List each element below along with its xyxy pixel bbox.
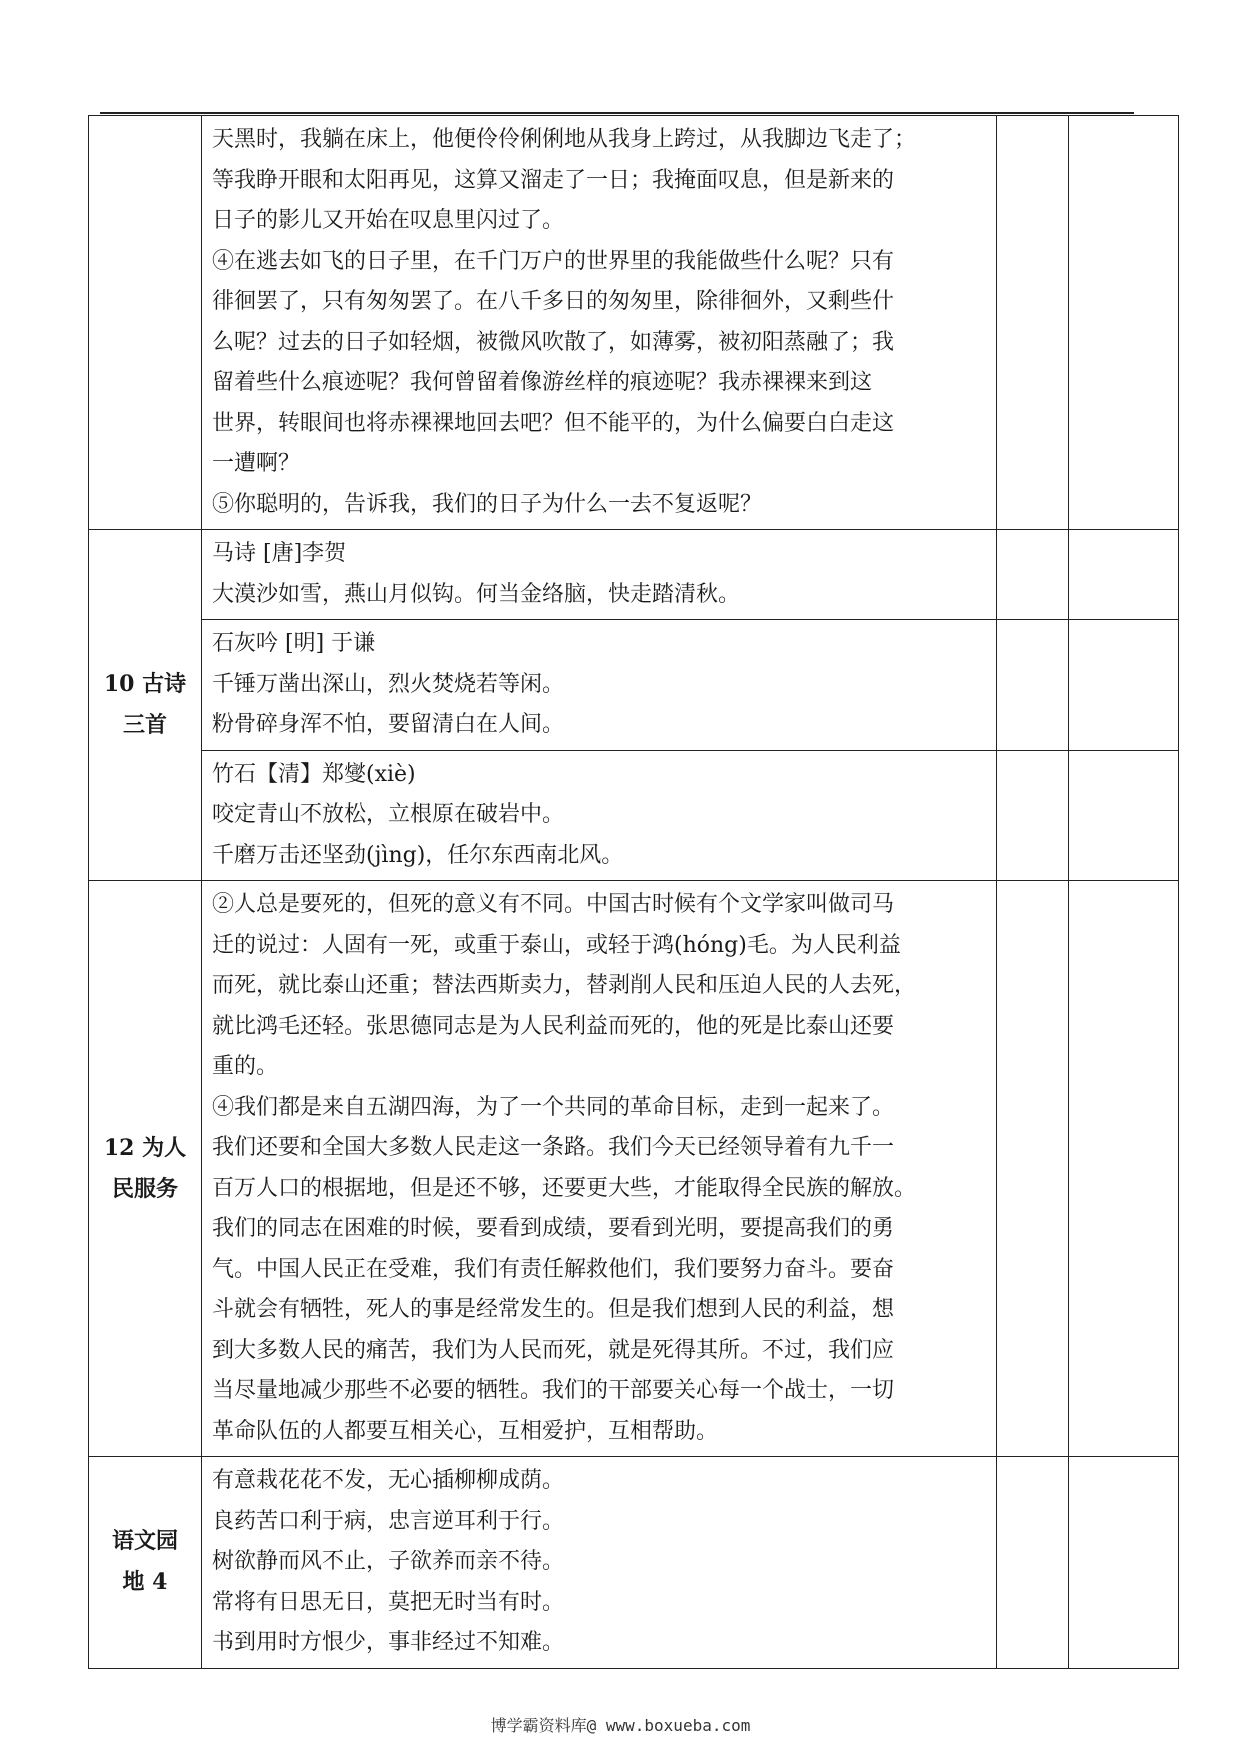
table-row xyxy=(89,1457,1179,1669)
passage-line: 天黑时，我躺在床上，他便伶伶俐俐地从我身上跨过，从我脚边飞走了； xyxy=(212,127,917,152)
passage-line: 有意栽花花不发，无心插柳柳成荫。 xyxy=(212,1468,565,1493)
passage-cell xyxy=(202,750,997,881)
check-cell-1 xyxy=(997,1457,1069,1669)
passage-line: 马诗 [唐]李贺 xyxy=(212,541,347,566)
footer-watermark: 博学霸资料库@ www.boxueba.com xyxy=(490,1716,751,1735)
passage-line: 我们的同志在困难的时候，要看到成绩，要看到光明，要提高我们的勇 xyxy=(212,1216,895,1241)
passage-cell xyxy=(202,530,997,620)
passage-line: 等我睁开眼和太阳再见，这算又溜走了一日；我掩面叹息，但是新来的 xyxy=(212,167,895,193)
top-rule xyxy=(100,112,1134,114)
passage-line: 粉骨碎身浑不怕，要留清白在人间。 xyxy=(212,712,565,737)
passage-line: 么呢？过去的日子如轻烟，被微风吹散了，如薄雾，被初阳蒸融了；我 xyxy=(212,329,895,355)
passage-line: 良药苦口利于病，忠言逆耳利于行。 xyxy=(212,1508,565,1534)
check-cell-2 xyxy=(1069,1457,1179,1669)
passage-line: ④我们都是来自五湖四海，为了一个共同的革命目标，走到一起来了。 xyxy=(212,1094,895,1120)
passage-cell xyxy=(202,116,997,530)
passage-cell xyxy=(202,1457,997,1669)
check-cell-2 xyxy=(1069,620,1179,751)
check-cell-2 xyxy=(1069,116,1179,530)
passage-line: 书到用时方恨少，事非经过不知难。 xyxy=(212,1630,565,1655)
check-cell-1 xyxy=(997,750,1069,881)
passage-line: 树欲静而风不止，子欲养而亲不待。 xyxy=(212,1549,565,1574)
passage-line: 大漠沙如雪，燕山月似钩。何当金络脑，快走踏清秋。 xyxy=(212,581,741,607)
passage-line: 而死，就比泰山还重；替法西斯卖力，替剥削人民和压迫人民的人去死， xyxy=(212,973,917,998)
passage-line: 一遭啊？ xyxy=(212,451,301,476)
passage-line: 我们还要和全国大多数人民走这一条路。我们今天已经领导着有九千一 xyxy=(212,1135,895,1160)
recitation-table xyxy=(88,115,1179,1669)
passage-line: ⑤你聪明的，告诉我，我们的日子为什么一去不复返呢？ xyxy=(212,491,763,517)
passage-line: 常将有日思无日，莫把无时当有时。 xyxy=(212,1589,565,1615)
passage-line: 咬定青山不放松，立根原在破岩中。 xyxy=(212,802,565,827)
lesson-label-line: 地 4 xyxy=(122,1569,168,1596)
table-row xyxy=(89,620,1179,751)
check-cell-1 xyxy=(997,116,1069,530)
table-row xyxy=(89,116,1179,530)
passage-line: ④在逃去如飞的日子里，在千门万户的世界里的我能做些什么呢？只有 xyxy=(212,248,895,274)
check-cell-2 xyxy=(1069,881,1179,1457)
passage-line: 革命队伍的人都要互相关心，互相爱护，互相帮助。 xyxy=(212,1418,719,1444)
lesson-label-cell xyxy=(89,530,202,881)
check-cell-1 xyxy=(997,620,1069,751)
passage-line: 徘徊罢了，只有匆匆罢了。在八千多日的匆匆里，除徘徊外，又剩些什 xyxy=(212,289,895,314)
passage-line: 日子的影儿又开始在叹息里闪过了。 xyxy=(212,208,565,233)
table-row xyxy=(89,750,1179,881)
lesson-label-line: 三首 xyxy=(122,712,167,738)
lesson-label-line: 语文园 xyxy=(111,1528,178,1555)
table-body xyxy=(89,116,1179,1669)
passage-cell xyxy=(202,881,997,1457)
check-cell-1 xyxy=(997,530,1069,620)
lesson-label-cell xyxy=(89,1457,202,1669)
table-row xyxy=(89,530,1179,620)
lesson-label-line: 10 古诗 xyxy=(103,671,187,697)
passage-line: 百万人口的根据地，但是还不够，还要更大些，才能取得全民族的解放。 xyxy=(212,1175,917,1201)
check-cell-2 xyxy=(1069,530,1179,620)
passage-line: 石灰吟 [明] 于谦 xyxy=(212,631,376,656)
passage-line: 千锤万凿出深山，烈火焚烧若等闲。 xyxy=(212,671,565,697)
passage-cell xyxy=(202,620,997,751)
passage-line: ②人总是要死的，但死的意义有不同。中国古时候有个文学家叫做司马 xyxy=(212,892,895,917)
passage-line: 世界，转眼间也将赤裸裸地回去吧？但不能平的，为什么偏要白白走这 xyxy=(212,410,895,436)
passage-line: 到大多数人民的痛苦，我们为人民而死，就是死得其所。不过，我们应 xyxy=(212,1337,895,1363)
passage-line: 迁的说过：人固有一死，或重于泰山，或轻于鸿(hóng)毛。为人民利益 xyxy=(212,932,901,958)
table-row xyxy=(89,881,1179,1457)
passage-line: 留着些什么痕迹呢？我何曾留着像游丝样的痕迹呢？我赤裸裸来到这 xyxy=(212,370,873,395)
passage-line: 千磨万击还坚劲(jìng)，任尔东西南北风。 xyxy=(212,842,624,868)
lesson-label-line: 12 为人 xyxy=(103,1134,187,1161)
check-cell-1 xyxy=(997,881,1069,1457)
passage-line: 当尽量地减少那些不必要的牺牲。我们的干部要关心每一个战士，一切 xyxy=(212,1378,895,1403)
check-cell-2 xyxy=(1069,750,1179,881)
passage-line: 重的。 xyxy=(212,1054,279,1079)
passage-line: 气。中国人民正在受难，我们有责任解救他们，我们要努力奋斗。要奋 xyxy=(212,1256,895,1282)
passage-line: 斗就会有牺牲，死人的事是经常发生的。但是我们想到人民的利益，想 xyxy=(212,1297,895,1322)
passage-line: 就比鸿毛还轻。张思德同志是为人民利益而死的，他的死是比泰山还要 xyxy=(212,1013,895,1039)
lesson-label-cell xyxy=(89,881,202,1457)
lesson-label-line: 民服务 xyxy=(111,1175,178,1202)
passage-line: 竹石【清】郑燮(xiè) xyxy=(212,761,416,787)
lesson-label-cell xyxy=(89,116,202,530)
